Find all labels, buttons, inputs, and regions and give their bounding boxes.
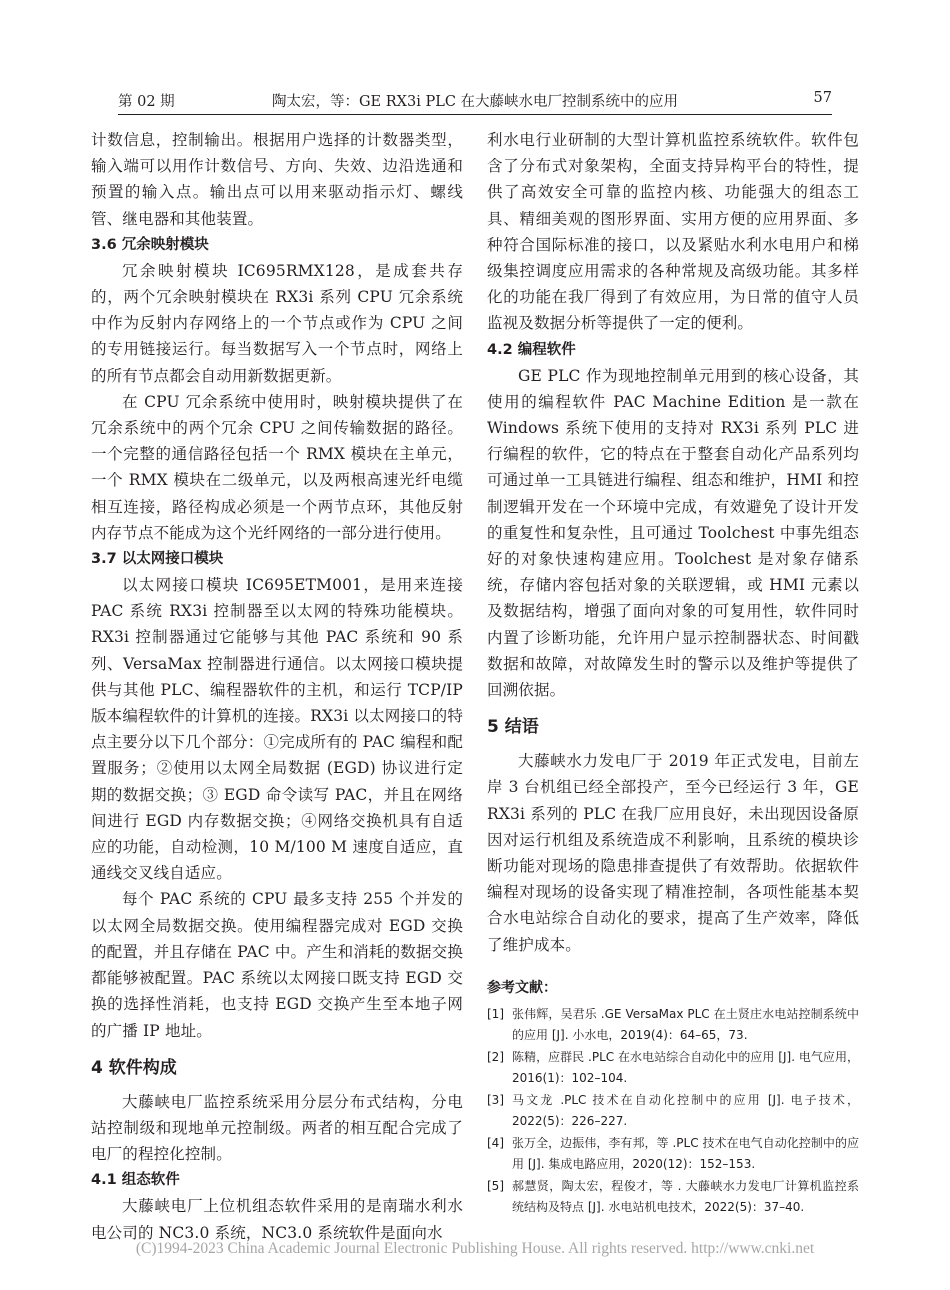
reference-item	[487, 1090, 859, 1133]
references-title: 参考文献：	[487, 979, 557, 996]
reference-number: [5]	[487, 1178, 504, 1193]
subsection-heading-3-7: 3.7 以太网接口模块	[91, 551, 224, 568]
reference-item	[487, 1133, 859, 1176]
subsection-heading-3-6: 3.6 冗余映射模块	[91, 236, 209, 253]
reference-number: [2]	[487, 1049, 504, 1064]
reference-text: 张万全，边振伟，李有邦，等 .PLC 技术在电气自动化控制中的应用 [J]. 集成电路应用，2020(12)：152–153.	[512, 1135, 859, 1172]
running-title: 陶太宏，等：GE RX3i PLC 在大藤峡水电厂控制系统中的应用	[271, 94, 679, 110]
reference-text: 陈精，应群民 .PLC 在水电站综合自动化中的应用 [J]. 电气应用，2016(1)：102–104.	[512, 1049, 859, 1086]
paragraph: 大藤峡电厂监控系统采用分层分布式结构，分电站控制级和现地单元控制级。两者的相互配合完成了电厂的程控化控制。	[91, 1092, 463, 1164]
paragraph: 利水电行业研制的大型计算机监控系统软件。软件包含了分布式对象架构，全面支持异构平台的特性，提供了高效安全可靠的监控内核、功能强大的组态工具、精细美观的图形界面、实用方便的应用界面、多种符合国际标准的接口，以及紧贴水利水电用户和梯级集控调度应用需求的各种常规及高级功能。其多样化的功能在我厂得到了有效应用，为日常的值守人员监视及数据分析等提供了一定的便利。	[487, 131, 859, 333]
running-header	[118, 88, 832, 115]
section-heading-4: 4 软件构成	[91, 1057, 177, 1078]
reference-number: [1]	[487, 1006, 504, 1021]
paragraph: 大藤峡电厂上位机组态软件采用的是南瑞水利水电公司的 NC3.0 系统，NC3.0 系统软件是面向水	[91, 1197, 463, 1242]
right-column	[487, 127, 859, 1219]
paragraph: 以太网接口模块 IC695ETM001，是用来连接 PAC 系统 RX3i 控制器至以太网的特殊功能模块。RX3i 控制器通过它能够与其他 PAC 系统和 90 系列、VersaMax 控制器进行通信。以太网接口模块提供与其他 PLC、编程器软件的主机，和运行 TCP/IP 版本编程软件的计算机的连接。RX3i 以太网接口的特点主要分以下几个部分：①完成所有的 PAC 编程和配置服务；②使用以太网全局数据 (EGD) 协议进行定期的数据交换；③ EGD 命令读写 PAC，并且在网络间进行 EGD 内存数据交换；④网络交换机具有自适应的功能，自动检测，10 M/100 M 速度自适应，直通线交叉线自适应。	[91, 576, 463, 883]
reference-text: 马文龙 .PLC 技术在自动化控制中的应用 [J]. 电子技术，2022(5)：226–227.	[512, 1092, 859, 1129]
reference-item	[487, 1047, 859, 1090]
paragraph: 在 CPU 冗余系统中使用时，映射模块提供了在冗余系统中的两个冗余 CPU 之间传输数据的路径。一个完整的通信路径包括一个 RMX 模块在主单元，一个 RMX 模块在二级单元，以及两根高速光纤电缆相互连接，路径构成必须是一个两节点环，其他反射内存节点不能成为这个光纤网络的一部分进行使用。	[91, 392, 463, 542]
copyright-footer: (C)1994-2023 China Academic Journal Electronic Publishing House. All rights reserved. http://www.cnki.net	[135, 1240, 815, 1257]
reference-text: 郝慧贤，陶太宏，程俊才，等 . 大藤峡水力发电厂计算机监控系统结构及特点 [J]. 水电站机电技术，2022(5)：37–40.	[512, 1178, 859, 1215]
page-number: 57	[813, 90, 832, 106]
left-column	[91, 127, 463, 1246]
paragraph: 每个 PAC 系统的 CPU 最多支持 255 个并发的以太网全局数据交换。使用编程器完成对 EGD 交换的配置，并且存储在 PAC 中。产生和消耗的数据交换都能够被配置。PAC 系统以太网接口既支持 EGD 交换的选择性消耗，也支持 EGD 交换产生至本地子网的广播 IP 地址。	[91, 890, 463, 1040]
reference-item	[487, 1176, 859, 1219]
issue-number: 第 02 期	[118, 94, 175, 110]
paragraph: GE PLC 作为现地控制单元用到的核心设备，其使用的编程软件 PAC Machine Edition 是一款在 Windows 系统下使用的支持对 RX3i 系列 PLC 进行编程的软件，它的特点在于整套自动化产品系列均可通过单一工具链进行编程、组态和维护，HMI 和控制逻辑开发在一个环境中完成，有效避免了设计开发的重复性和复杂性，且可通过 Toolchest 中事先组态好的对象快速构建应用。Toolchest 是对象存储系统，存储内容包括对象的关联逻辑，或 HMI 元素以及数据结构，增强了面向对象的可复用性，软件同时内置了诊断功能，允许用户显示控制器状态、时间戳数据和故障，对故障发生时的警示以及维护等提供了回溯依据。	[487, 366, 859, 700]
reference-text: 张伟辉，吴君乐 .GE VersaMax PLC 在土贤庄水电站控制系统中的应用 [J]. 小水电，2019(4)：64–65，73.	[512, 1006, 859, 1043]
paragraph: 大藤峡水力发电厂于 2019 年正式发电，目前左岸 3 台机组已经全部投产，至今已经运行 3 年，GE RX3i 系列的 PLC 在我厂应用良好，未出现因设备原因对运行机组及系统造成不利影响，且系统的模块诊断功能对现场的隐患排查提供了有效帮助。依据软件编程对现场的设备实现了精准控制，各项性能基本契合水电站综合自动化的要求，提高了生产效率，降低了维护成本。	[487, 752, 859, 954]
section-heading-5: 5 结语	[487, 717, 539, 738]
subsection-heading-4-1: 4.1 组态软件	[91, 1172, 180, 1189]
paragraph: 冗余映射模块 IC695RMX128，是成套共存的，两个冗余映射模块在 RX3i 系列 CPU 冗余系统中作为反射内存网络上的一个节点或作为 CPU 之间的专用链接运行。每当数据写入一个节点时，网络上的所有节点都会自动用新数据更新。	[91, 261, 463, 385]
subsection-heading-4-2: 4.2 编程软件	[487, 341, 576, 358]
reference-number: [3]	[487, 1092, 504, 1107]
paragraph: 计数信息，控制输出。根据用户选择的计数器类型，输入端可以用作计数信号、方向、失效、边沿选通和预置的输入点。输出点可以用来驱动指示灯、螺线管、继电器和其他装置。	[91, 131, 463, 228]
reference-item	[487, 1004, 859, 1047]
reference-number: [4]	[487, 1135, 504, 1150]
reference-list	[487, 1004, 859, 1219]
